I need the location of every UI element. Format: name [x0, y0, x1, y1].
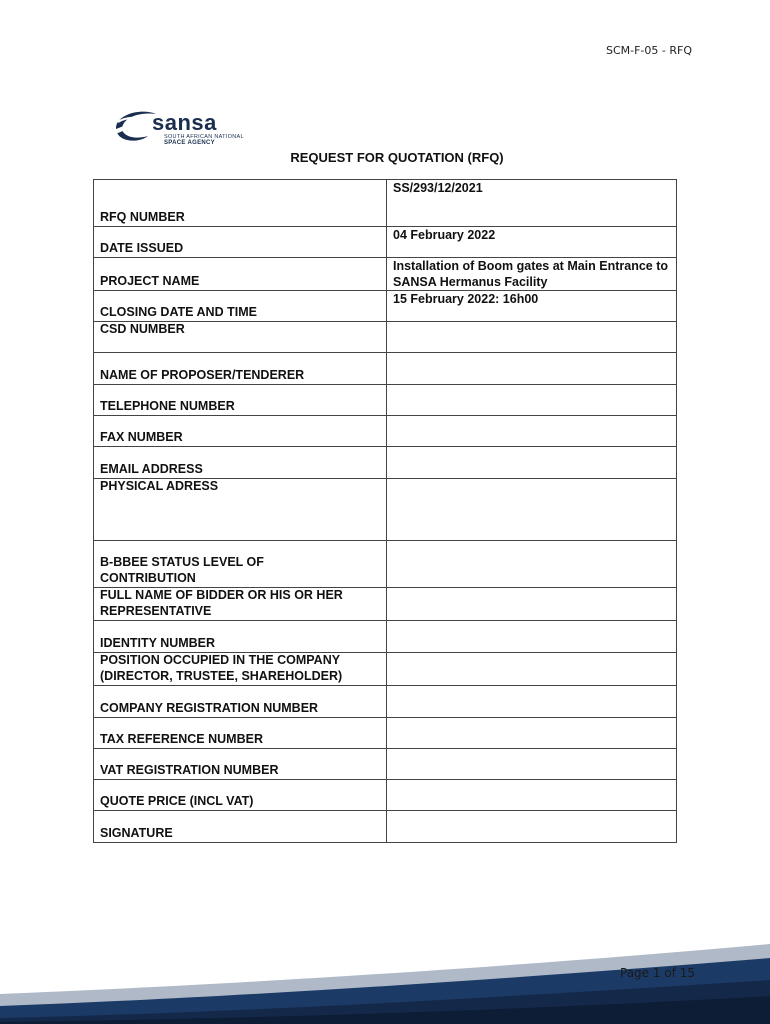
date-issued-value: 04 February 2022	[387, 227, 677, 258]
table-row	[94, 416, 677, 447]
logo-subtitle-1: SOUTH AFRICAN NATIONAL	[164, 134, 244, 140]
table-row	[94, 180, 677, 227]
bidder-label-line1: FULL NAME OF BIDDER OR HIS OR HER	[100, 588, 343, 602]
table-row	[94, 686, 677, 718]
telephone-input[interactable]	[387, 385, 677, 416]
page-title-text: REQUEST FOR QUOTATION (RFQ)	[290, 150, 504, 165]
signature-label: SIGNATURE	[94, 811, 387, 843]
vat-registration-label: VAT REGISTRATION NUMBER	[94, 749, 387, 780]
document-code: SCM-F-05 - RFQ	[605, 44, 692, 57]
logo-subtitle-2: SPACE AGENCY	[164, 140, 215, 146]
quote-price-input[interactable]	[387, 780, 677, 811]
page-number: Page 1 of 15	[620, 966, 695, 980]
company-registration-label: COMPANY REGISTRATION NUMBER	[94, 686, 387, 718]
physical-address-input[interactable]	[387, 479, 677, 541]
email-label: EMAIL ADDRESS	[94, 447, 387, 479]
table-row	[94, 718, 677, 749]
csd-number-label: CSD NUMBER	[94, 322, 387, 353]
table-row	[94, 322, 677, 353]
rfq-number-value: SS/293/12/2021	[387, 180, 677, 227]
physical-address-label: PHYSICAL ADRESS	[94, 479, 387, 541]
table-row	[94, 227, 677, 258]
position-label-line1: POSITION OCCUPIED IN THE COMPANY	[100, 653, 341, 667]
position-input[interactable]	[387, 653, 677, 686]
table-row	[94, 385, 677, 416]
closing-date-value: 15 February 2022: 16h00	[387, 291, 677, 322]
identity-number-input[interactable]	[387, 621, 677, 653]
table-row	[94, 780, 677, 811]
table-row	[94, 353, 677, 385]
proposer-name-input[interactable]	[387, 353, 677, 385]
fax-label: FAX NUMBER	[94, 416, 387, 447]
project-name-label: PROJECT NAME	[94, 258, 387, 291]
telephone-label: TELEPHONE NUMBER	[94, 385, 387, 416]
table-row	[94, 588, 677, 621]
email-input[interactable]	[387, 447, 677, 479]
vat-registration-input[interactable]	[387, 749, 677, 780]
table-row	[94, 653, 677, 686]
rfq-number-label: RFQ NUMBER	[94, 180, 387, 227]
bbbee-label-line2: CONTRIBUTION	[100, 570, 196, 585]
identity-number-label: IDENTITY NUMBER	[94, 621, 387, 653]
bidder-name-label	[94, 588, 387, 621]
sansa-logo	[112, 104, 262, 150]
closing-date-label: CLOSING DATE AND TIME	[94, 291, 387, 322]
fax-input[interactable]	[387, 416, 677, 447]
tax-reference-input[interactable]	[387, 718, 677, 749]
bbbee-label	[94, 541, 387, 588]
bbbee-input[interactable]	[387, 541, 677, 588]
signature-input[interactable]	[387, 811, 677, 843]
table-row	[94, 621, 677, 653]
table-row	[94, 447, 677, 479]
logo-wordmark: sansa	[152, 110, 217, 135]
quote-price-label: QUOTE PRICE (INCL VAT)	[94, 780, 387, 811]
date-issued-label: DATE ISSUED	[94, 227, 387, 258]
table-row	[94, 258, 677, 291]
table-row	[94, 291, 677, 322]
table-row	[94, 749, 677, 780]
proposer-name-label: NAME OF PROPOSER/TENDERER	[94, 353, 387, 385]
bidder-name-input[interactable]	[387, 588, 677, 621]
table-row	[94, 479, 677, 541]
bbbee-label-line1: B-BBEE STATUS LEVEL OF	[100, 555, 264, 569]
table-row	[94, 811, 677, 843]
position-label-line2: (DIRECTOR, TRUSTEE, SHAREHOLDER)	[100, 668, 343, 683]
company-registration-input[interactable]	[387, 686, 677, 718]
bidder-label-line2: REPRESENTATIVE	[100, 603, 212, 618]
rfq-form-table	[93, 179, 677, 843]
table-row	[94, 541, 677, 588]
tax-reference-label: TAX REFERENCE NUMBER	[94, 718, 387, 749]
csd-number-input[interactable]	[387, 322, 677, 353]
position-label	[94, 653, 387, 686]
project-name-value: Installation of Boom gates at Main Entrance to SANSA Hermanus Facility	[387, 258, 677, 291]
page-title	[0, 150, 770, 165]
